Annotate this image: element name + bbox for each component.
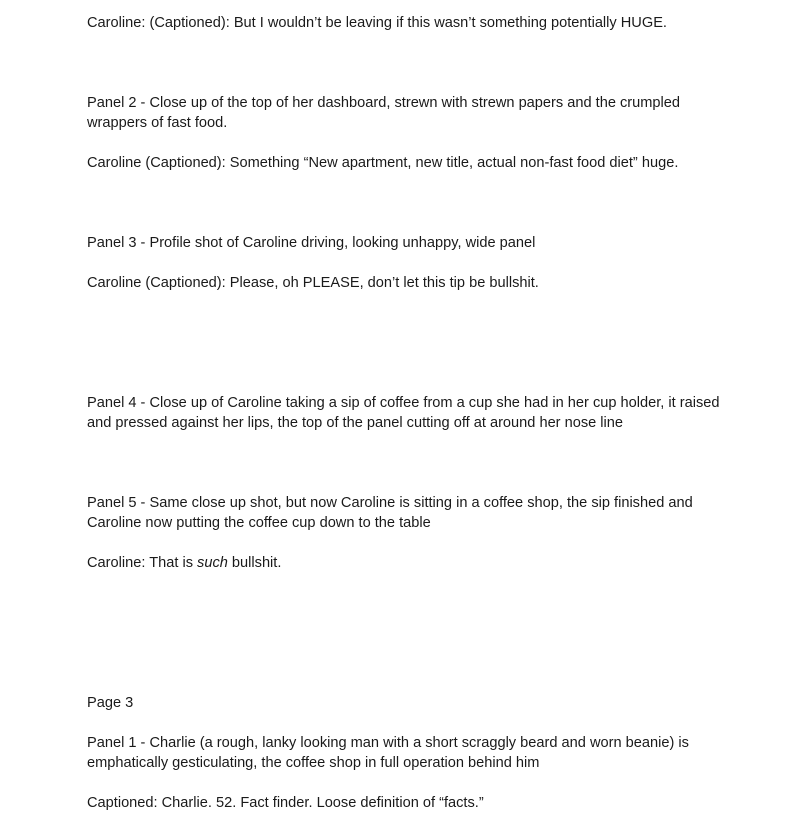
paragraph-caroline-such-bullshit xyxy=(87,553,727,573)
dialogue-emphasis: such xyxy=(197,555,228,571)
paragraph-caroline-captioned-please: Caroline (Captioned): Please, oh PLEASE, don’t let this tip be bullshit. xyxy=(87,275,539,291)
paragraph-captioned-charlie: Captioned: Charlie. 52. Fact finder. Loose definition of “facts.” xyxy=(87,795,484,811)
paragraph-caroline-captioned-something: Caroline (Captioned): Something “New apartment, new title, actual non-fast food diet” huge. xyxy=(87,155,679,171)
paragraph-panel-3: Panel 3 - Profile shot of Caroline driving, looking unhappy, wide panel xyxy=(87,235,536,251)
paragraph-panel-5: Panel 5 - Same close up shot, but now Caroline is sitting in a coffee shop, the sip finished and Caroline now putting the coffee cup down to the table xyxy=(87,495,693,531)
paragraph-page-3-panel-1: Panel 1 - Charlie (a rough, lanky looking man with a short scraggly beard and worn beanie) is emphatically gesticulating, the coffee shop in full operation behind him xyxy=(87,735,689,771)
dialogue-text-before: Caroline: That is xyxy=(87,555,198,571)
paragraph-panel-2: Panel 2 - Close up of the top of her dashboard, strewn with strewn papers and the crumpled wrappers of fast food. xyxy=(87,95,681,131)
paragraph-panel-4: Panel 4 - Close up of Caroline taking a sip of coffee from a cup she had in her cup holder, it raised and pressed against her lips, the top of the panel cutting off at around her nose line xyxy=(87,395,720,431)
paragraph-caroline-captioned-huge: Caroline: (Captioned): But I wouldn’t be leaving if this wasn’t something potentially HUGE. xyxy=(87,15,667,31)
dialogue-text-after: bullshit. xyxy=(227,555,282,571)
page-heading-page-3: Page 3 xyxy=(87,695,134,711)
